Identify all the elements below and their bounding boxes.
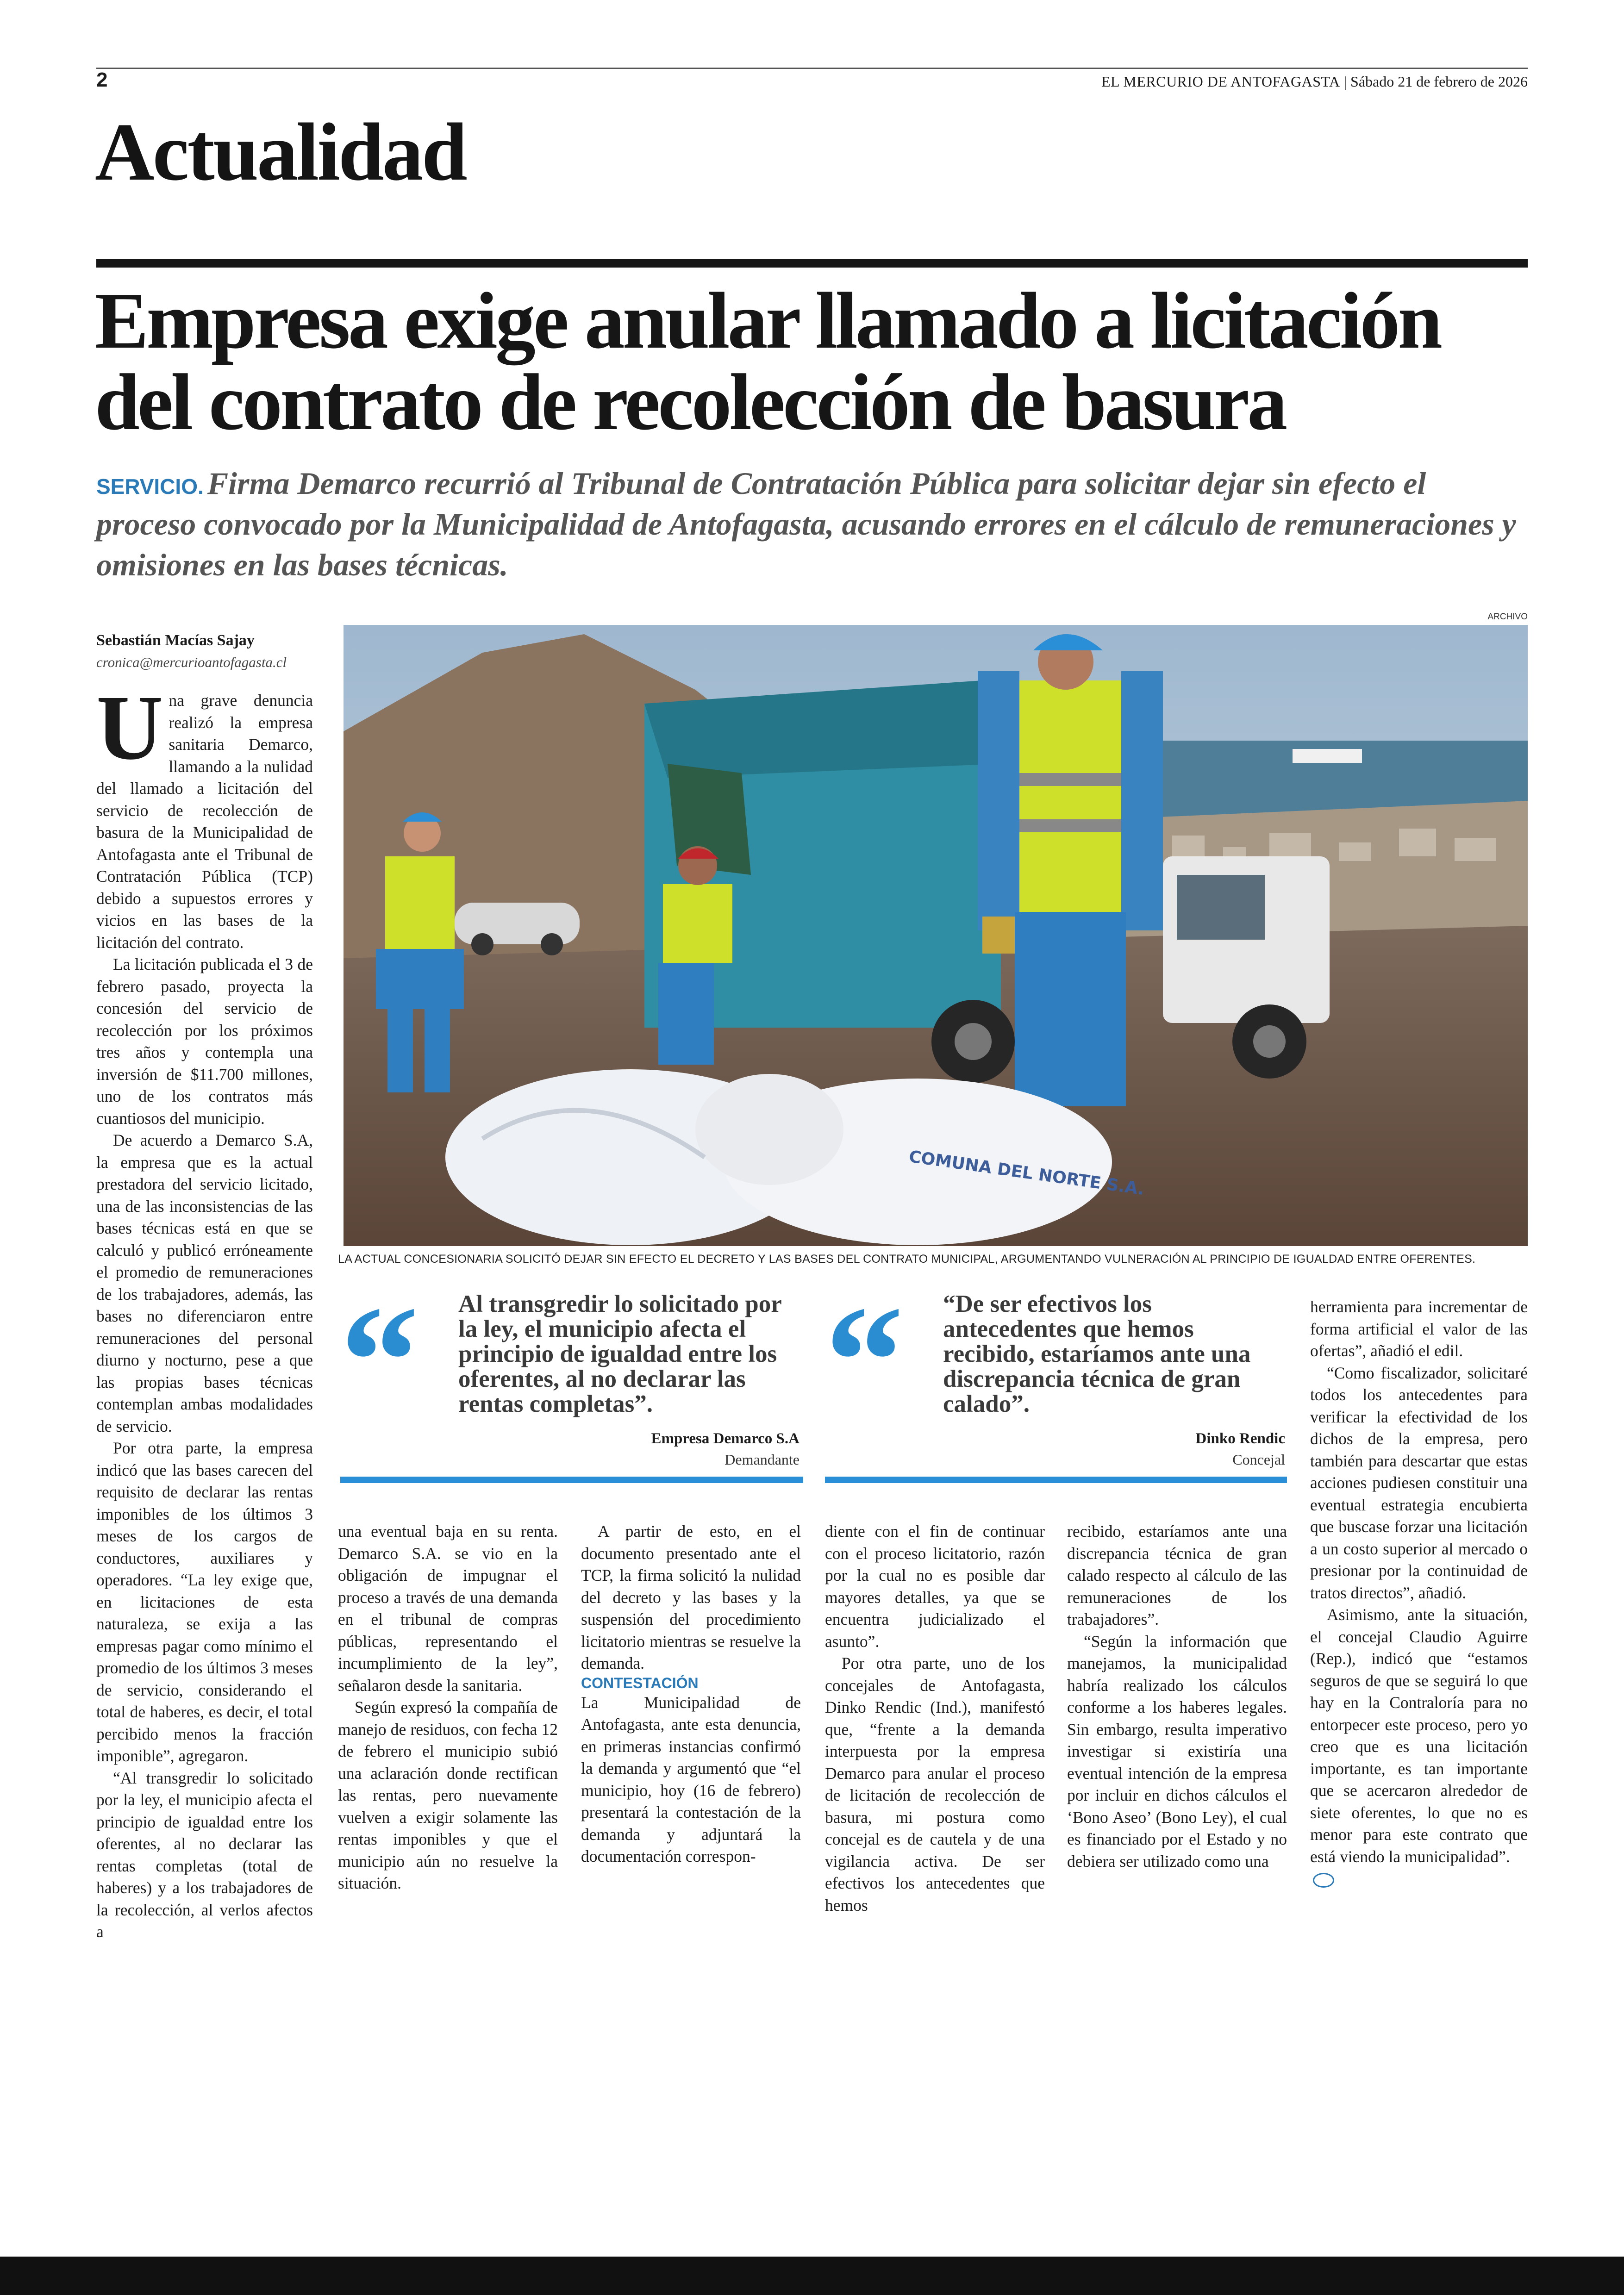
- article-column-5: [1067, 1521, 1287, 1872]
- paragraph: na grave denuncia realizó la empresa sanitaria Demarco, llamando a la nulidad del llamado a licitación del servicio de recolección de basura de la Municipalidad de Antofagasta ante el Tribunal de Contratación Pública (TCP) debido a supuestos errores y vicios en las bases de la licitación del contrato.: [96, 691, 313, 952]
- drop-cap: U: [96, 677, 163, 779]
- section-title: Actualidad: [95, 106, 466, 198]
- masthead-separator: |: [1343, 73, 1347, 90]
- paragraph: recibido, estaríamos ante una discrepancia técnica de gran calado respecto al cálculo de las remuneraciones de los trabajadores”.: [1067, 1522, 1287, 1628]
- truck-bag-text: COMUNA DEL NORTE S.A.: [907, 1147, 1146, 1199]
- quote-role: Demandante: [725, 1451, 800, 1468]
- publication-name: EL MERCURIO DE ANTOFAGASTA: [1101, 73, 1340, 90]
- article-column-4: [825, 1521, 1045, 1916]
- quote-rule: [825, 1477, 1287, 1483]
- page-number: 2: [96, 69, 108, 91]
- page-bottom-bar: [0, 2257, 1624, 2295]
- paragraph: “Según la información que manejamos, la municipalidad habría realizado los cálculos conforme a los haberes legales. Sin embargo, resulta imperativo investigar si existiría una eventual intención de la empresa por incluir en dichos cálculos el ‘Bono Aseo’ (Bono Ley), el cual es financiado por el Estado y no debiera ser utilizado como una: [1067, 1632, 1287, 1871]
- paragraph: diente con el fin de continuar con el proceso licitatorio, razón por la cual no es posible dar mayores detalles, ya que se encuentra judicializado el asunto”.: [825, 1522, 1045, 1651]
- article-column-1: [96, 677, 313, 1943]
- paragraph: Asimismo, ante la situación, el concejal Claudio Aguirre (Rep.), indicó que “estamos seguros de que se seguirá lo que hay en la Contraloría para no entorpecer este proceso, pero yo creo que es una licitación importante, es tan importante que se acercaron alrededor de siete oferentes, lo que no es menor para este contrato que está viendo la municipalidad”.: [1310, 1605, 1528, 1866]
- issue-date: Sábado 21 de febrero de 2026: [1350, 73, 1528, 90]
- author-email[interactable]: cronica@mercurioantofagasta.cl: [96, 654, 287, 670]
- quote-text: Al transgredir lo solicitado por la ley, el municipio afecta el principio de igualdad entre los oferentes, al no declarar las rentas completas”.: [458, 1291, 781, 1417]
- end-of-article-icon: [1313, 1873, 1334, 1888]
- header-rule: [96, 68, 1528, 69]
- paragraph: una eventual baja en su renta. Demarco S.A. se vio en la obligación de impugnar el proceso a través de una demanda en el tribunal de compras públicas, representando el incumplimiento de la ley”, señalaron desde la sanitaria.: [338, 1522, 558, 1695]
- article-column-3: [581, 1521, 801, 1868]
- author-name: Sebastián Macías Sajay: [96, 632, 255, 649]
- photo-credit: ARCHIVO: [1487, 612, 1528, 622]
- paragraph: “Como fiscalizador, solicitaré todos los antecedentes para verificar la efectividad de los dichos de la empresa, pero también para descartar que estas acciones pudiesen constituir una eventual estrategia encubierta que buscase forzar una licitación a un costo superior al mercado o presionar por la continuidad de tratos directos”, añadió.: [1310, 1363, 1528, 1602]
- headline-line-2: del contrato de recolección de basura: [95, 357, 1286, 447]
- headline-rule: [96, 259, 1528, 268]
- paragraph: A partir de esto, en el documento presentado ante el TCP, la firma solicitó la nulidad del decreto y las bases y la suspensión del procedimiento licitatorio mientras se resuelve la demanda.: [581, 1522, 801, 1672]
- lead-paragraph: [96, 463, 1531, 585]
- quote-mark-icon: “: [825, 1273, 904, 1448]
- quote-source: Empresa Demarco S.A: [651, 1430, 800, 1447]
- kicker: SERVICIO.: [96, 474, 204, 499]
- paragraph: Por otra parte, uno de los concejales de Antofagasta, Dinko Rendic (Ind.), manifestó que, “frente a la demanda interpuesta por la empresa Demarco para anular el proceso de licitación de recolección de basura, mi postura como concejal es de cautela y de una vigilancia activa. De ser efectivos los antecedentes que hemos: [825, 1654, 1045, 1915]
- paragraph: Por otra parte, la empresa indicó que las bases carecen del requisito de declarar las rentas imponibles de los últimos 3 meses de los cargos de conductores, auxiliares y operadores. “La ley exige que, en licitaciones de esta naturaleza, se exija a las empresas pagar como mínimo el promedio de los últimos 3 meses de servicio, considerando el total de haberes, es decir, el total percibido menos la fracción imponible”, agregaron.: [96, 1439, 313, 1765]
- headline: [95, 276, 1539, 447]
- paragraph: herramienta para incrementar de forma artificial el valor de las ofertas”, añadió el edil.: [1310, 1297, 1528, 1360]
- paragraph: De acuerdo a Demarco S.A, la empresa que es la actual prestadora del servicio licitado, una de las inconsistencias de las bases técnicas está en que se calculó y publicó erróneamente el promedio de remuneraciones de los trabajadores, además, las bases no diferenciaron entre remuneraciones del personal diurno y nocturno, pese a que las propias bases técnicas contemplan ambas modalidades de servicio.: [96, 1131, 313, 1435]
- headline-line-1: Empresa exige anular llamado a licitación: [95, 276, 1441, 365]
- article-column-2: [338, 1521, 558, 1895]
- quote-mark-icon: “: [340, 1273, 419, 1448]
- paragraph: “Al transgredir lo solicitado por la ley, el municipio afecta el principio de igualdad entre los oferentes, al no declarar las rentas completas (total de haberes) y a los trabajadores de la recolección, al verlos afectos a: [96, 1768, 313, 1941]
- masthead: [1101, 73, 1528, 90]
- pull-quote-1: [340, 1273, 803, 1481]
- paragraph: La licitación publicada el 3 de febrero pasado, proyecta la concesión del servicio de recolección por los próximos tres años y contempla una inversión de $11.700 millones, uno de los contratos más cuantiosos del municipio.: [96, 955, 313, 1128]
- article-column-6: [1310, 1296, 1528, 1890]
- quote-rule: [340, 1477, 803, 1483]
- paragraph: La Municipalidad de Antofagasta, ante esta denuncia, en primeras instancias confirmó la demanda y argumentó que “el municipio, hoy (16 de febrero) presentará la contestación de la demanda y adjuntará la documentación correspon-: [581, 1693, 801, 1865]
- lead-text: Firma Demarco recurrió al Tribunal de Contratación Pública para solicitar dejar sin efecto el proceso convocado por la Municipalidad de Antofagasta, acusando errores en el cálculo de remuneraciones y omisiones en las bases técnicas.: [96, 466, 1516, 582]
- photo-caption: LA ACTUAL CONCESIONARIA SOLICITÓ DEJAR SIN EFECTO EL DECRETO Y LAS BASES DEL CONTRATO MUNICIPAL, ARGUMENTANDO VULNERACIÓN AL PRINCIPIO DE IGUALDAD ENTRE OFERENTES.: [338, 1253, 1476, 1266]
- quote-role: Concejal: [1232, 1451, 1285, 1468]
- paragraph: Según expresó la compañía de manejo de residuos, con fecha 12 de febrero el municipio subió una aclaración donde rectifican las rentas, pero nuevamente vuelven a exigir solamente las rentas imponibles y que el municipio aún no resuelve la situación.: [338, 1698, 558, 1892]
- quote-text: “De ser efectivos los antecedentes que hemos recibido, estaríamos ante una discrepancia técnica de gran calado”.: [943, 1291, 1251, 1417]
- article-photo: [344, 625, 1528, 1246]
- quote-source: Dinko Rendic: [1195, 1430, 1285, 1447]
- subheading: CONTESTACIÓN: [581, 1674, 699, 1691]
- garbage-collection-photo: [344, 625, 1528, 1246]
- pull-quote-2: [825, 1273, 1287, 1481]
